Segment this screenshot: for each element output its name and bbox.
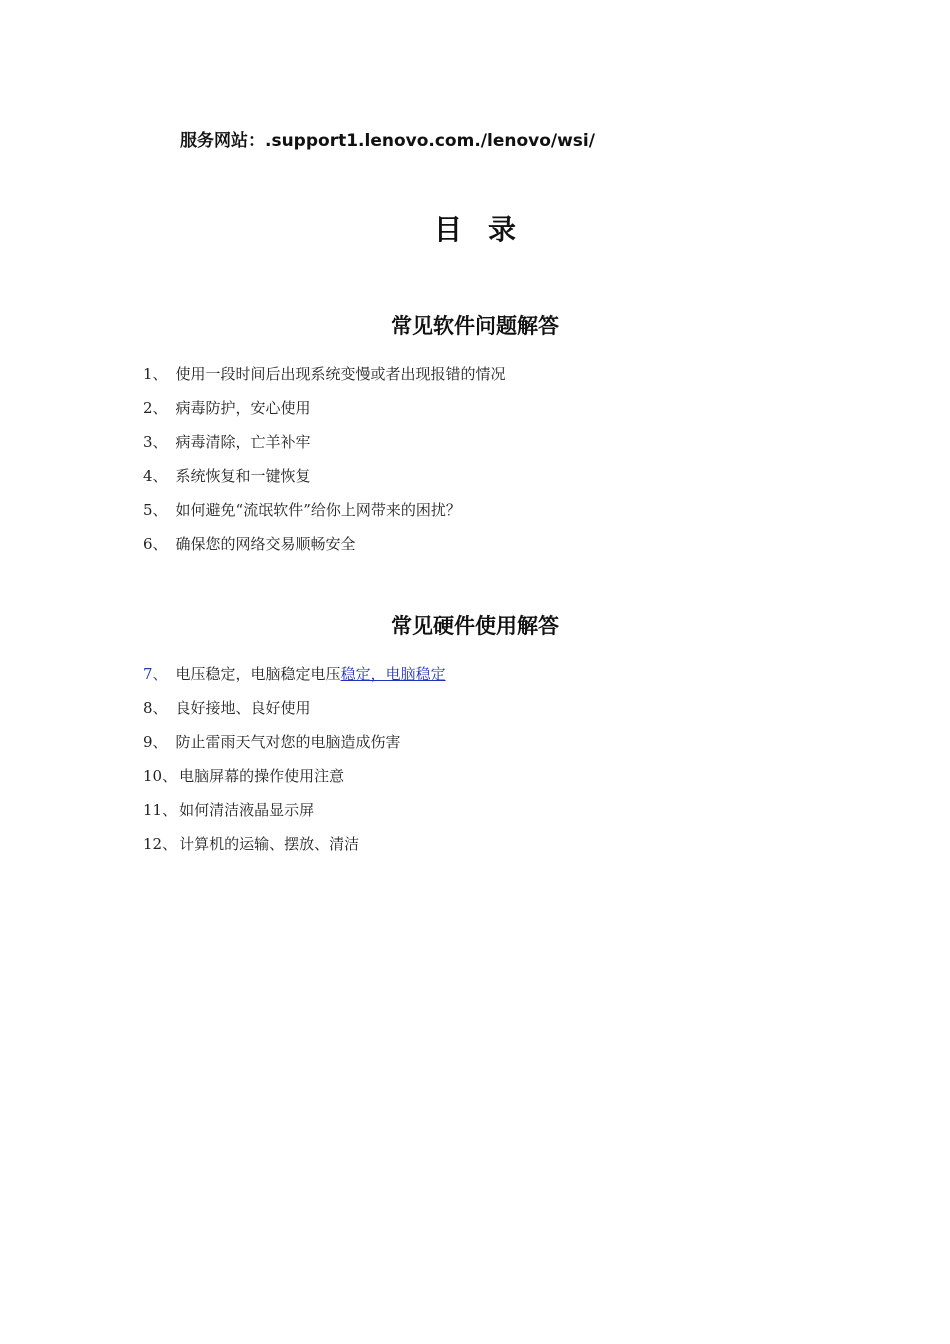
toc-item-3 (143, 430, 506, 464)
toc-item-number: 4、 (143, 467, 168, 485)
toc-item-text: 病毒清除，亡羊补牢 (175, 433, 311, 451)
toc-item-text: 如何避免“流氓软件”给你上网带来的困扰？ (175, 501, 461, 519)
toc-item-number: 8、 (143, 699, 168, 717)
toc-item-5 (143, 498, 506, 532)
software-toc-list (143, 362, 506, 566)
toc-item-number: 5、 (143, 501, 168, 519)
toc-item-6 (143, 532, 506, 566)
toc-item-text: 使用一段时间后出现系统变慢或者出现报错的情况 (175, 365, 506, 383)
toc-item-text: 如何清洁液晶显示屏 (179, 801, 315, 819)
toc-item-2 (143, 396, 506, 430)
toc-item-text: 计算机的运输、摆放、清洁 (179, 835, 360, 853)
toc-item-text: 良好接地、良好使用 (175, 699, 311, 717)
toc-item-text: 系统恢复和一键恢复 (175, 467, 311, 485)
toc-item-1 (143, 362, 506, 396)
toc-item-text: 病毒防护，安心使用 (175, 399, 311, 417)
toc-item-12 (143, 832, 446, 866)
service-website-line (180, 126, 595, 151)
toc-item-number: 6、 (143, 535, 168, 553)
toc-item-4 (143, 464, 506, 498)
toc-item-number: 3、 (143, 433, 168, 451)
section-title-software: 常见软件问题解答 (391, 313, 559, 338)
toc-item-10 (143, 764, 446, 798)
toc-item-number: 10、 (143, 767, 178, 785)
hardware-toc-list (143, 662, 446, 866)
toc-item-text: 防止雷雨天气对您的电脑造成伤害 (175, 733, 401, 751)
toc-item-number: 1、 (143, 365, 168, 383)
toc-item-number: 2、 (143, 399, 168, 417)
service-url: .support1.lenovo.com./lenovo/wsi/ (265, 131, 595, 151)
toc-item-9 (143, 730, 446, 764)
toc-item-text: 确保您的网络交易顺畅安全 (175, 535, 356, 553)
toc-item-text: 电压稳定，电脑稳定电压 (175, 665, 341, 683)
toc-item-number: 9、 (143, 733, 168, 751)
toc-item-8 (143, 696, 446, 730)
toc-item-text: 电脑屏幕的操作使用注意 (179, 767, 345, 785)
section-title-hardware: 常见硬件使用解答 (391, 613, 559, 638)
toc-title: 目录 (433, 213, 542, 246)
toc-item-7 (143, 662, 446, 696)
toc-item-number: 7、 (143, 665, 168, 683)
service-label: 服务网站： (180, 131, 265, 151)
toc-item-number: 12、 (143, 835, 178, 853)
toc-item-link[interactable]: 稳定，电脑稳定 (340, 665, 446, 683)
toc-item-number: 11、 (143, 801, 178, 819)
toc-item-11 (143, 798, 446, 832)
